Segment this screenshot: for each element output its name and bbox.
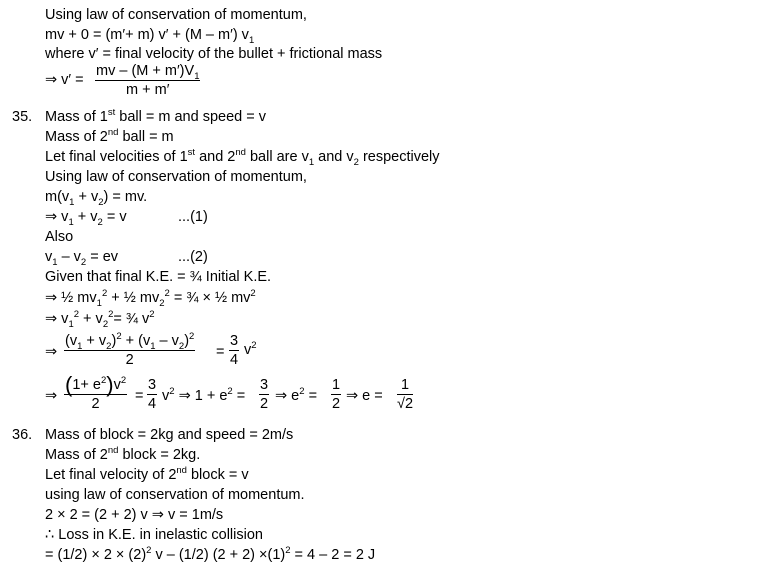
q35-l13-frac-3-den: 2 (332, 396, 341, 412)
q35-l12-rhs-numerator: 3 (230, 333, 239, 349)
q35-l13-frac-2-den: 2 (260, 396, 269, 412)
q35-l12-fraction (64, 333, 195, 368)
q35-l13-frac-4 (397, 377, 413, 412)
q35-eq-tag-2: ...(2) (178, 249, 208, 265)
q35-line-1: Mass of 1st ball = m and speed = v (45, 107, 266, 125)
q35-line-7: Also (45, 229, 74, 245)
q35-l12-arrow: ⇒ (45, 344, 58, 360)
q35-l13-equals: = (135, 388, 144, 404)
q35-line-2: Mass of 2nd ball = m (45, 127, 174, 145)
q36-line-6: ∴ Loss in K.E. in inelastic collision (45, 527, 263, 543)
q35-l12-tail: $v^2$ (244, 340, 257, 358)
q35-l12-equals: = (216, 344, 225, 360)
intro-line-3: where v′ = final velocity of the bullet + frictional mass (45, 46, 383, 62)
q35-line-8: $v_1 - v_2$ = ev (45, 249, 119, 268)
q36-line-2: Mass of 2nd block = 2kg. (45, 445, 201, 463)
q35-l13-frac-1 (147, 377, 157, 412)
q35-line-9: Given that final K.E. = ¾ Initial K.E. (45, 269, 272, 285)
q35-l13-numerator: $(1+ e^2)v^2$ (65, 372, 127, 397)
q35-l13-frac-3-num: 1 (332, 377, 341, 393)
q35-l13-arrow: ⇒ (45, 388, 58, 404)
q36-line-4: using law of conservation of momentum. (45, 487, 305, 503)
q35-l13-frac-4-num: 1 (397, 377, 413, 395)
intro-eq-denominator: m + m′ (126, 82, 170, 98)
q35-line-5: $m(v_1 + v_2)$ = mv. (45, 189, 148, 208)
q36-line-3: Let final velocity of 2nd block = v (45, 465, 249, 483)
q35-l13-frac-4-den: √2 (397, 396, 414, 412)
intro-eq-fraction (95, 63, 200, 98)
q35-l12-rhs-denominator: 4 (230, 352, 239, 368)
q35-l12-numerator: $(v_1 + v_2)^2 + (v_1 - v_2)^2$ (65, 331, 195, 352)
q35-l13-mid-1: $v^2$ ⇒ $1 + e^2$ = (162, 386, 246, 404)
q35-l13-denominator: 2 (91, 396, 100, 412)
intro-line-2-sub: 1 (248, 34, 255, 46)
q36-number: 36. (12, 427, 33, 443)
q35-number: 35. (12, 109, 33, 125)
q35-l13-frac-1-num: 3 (148, 377, 157, 393)
q35-eq-tag-1: ...(1) (178, 209, 208, 225)
q35-line-6: ⇒ $v_1 + v_2 = v$ (45, 209, 127, 228)
q35-line-11: ⇒ $v_1^2 + v_2^2=$ ¾ $v^2$ (45, 309, 155, 330)
q35-l13-mid-3: ⇒ e = (346, 388, 383, 404)
q35-l13-frac-2 (259, 377, 269, 412)
q35-line-10: ⇒ ½ $mv_1^2$ + ½ $mv_2^2$ = ¾ × ½ $mv^2$ (45, 288, 256, 309)
intro-line-1: Using law of conservation of momentum, (45, 7, 307, 23)
intro-line-2-text: mv + 0 = (m′+ m) v′ + (M – m′) v (45, 27, 249, 43)
intro-line-2 (45, 26, 254, 44)
q35-l13-fraction (64, 372, 127, 412)
q35-l13-mid-2: ⇒ $e^2$ = (275, 386, 318, 404)
intro-eq-numerator: mv – $(M + m')V_1$ (96, 63, 200, 82)
q35-l12-denominator: 2 (125, 352, 134, 368)
q36-line-5: 2 × 2 = (2 + 2) v ⇒ v = 1m/s (45, 507, 224, 523)
q35-line-4: Using law of conservation of momentum, (45, 169, 307, 185)
q36-line-1: Mass of block = 2kg and speed = 2m/s (45, 427, 294, 443)
q35-l13-frac-1-den: 4 (148, 396, 157, 412)
q35-l13-frac-2-num: 3 (260, 377, 269, 393)
q36-line-7: = $(1/2) \times 2 \times (2)^2$ v – (1/2) $(2 + 2) \times(1)^2 = 4 - 2 = 2$ J (45, 545, 376, 563)
q35-line-3: Let final velocities of 1st and 2nd ball are $v_1$ and $v_2$ respectively (45, 147, 440, 168)
intro-eq-lhs: ⇒ v′ = (45, 72, 84, 88)
q35-l13-frac-3 (331, 377, 341, 412)
q35-l12-rhs-fraction (229, 333, 239, 368)
